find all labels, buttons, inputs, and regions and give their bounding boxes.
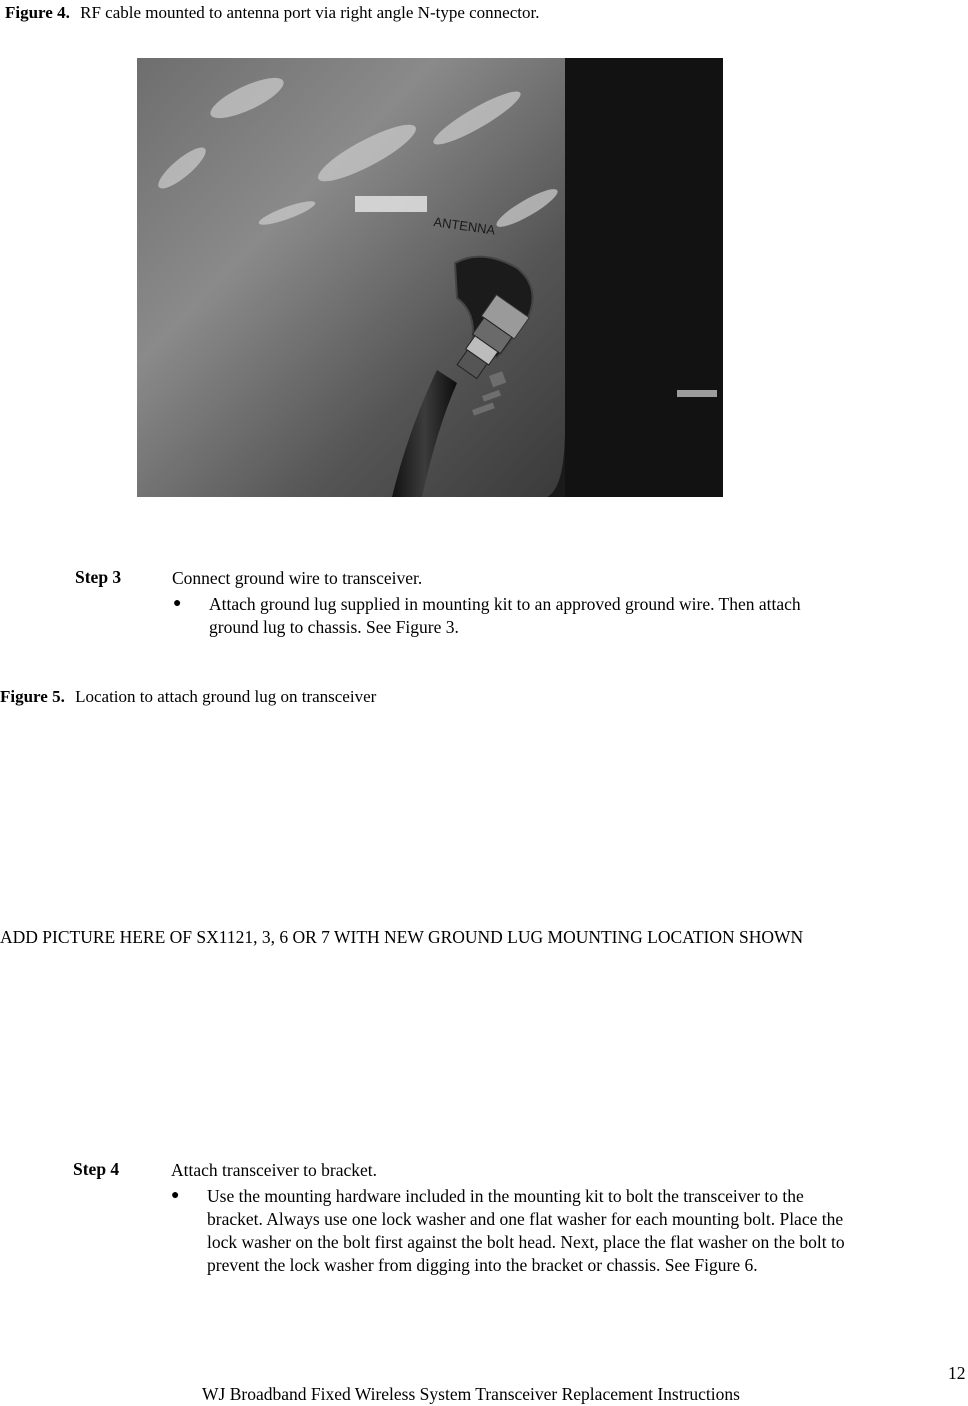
bullet-icon: ●	[171, 1188, 180, 1203]
figure-4-caption-text: RF cable mounted to antenna port via right angle N-type connector.	[80, 3, 540, 22]
figure-5-placeholder: ADD PICTURE HERE OF SX1121, 3, 6 OR 7 WITH NEW GROUND LUG MOUNTING LOCATION SHOWN	[0, 927, 804, 947]
label-plate	[355, 196, 427, 212]
figure-4-photo	[137, 58, 723, 497]
step-3-bullet-line-1: Attach ground lug supplied in mounting kit to an approved ground wire. Then attach	[209, 594, 801, 614]
bullet-icon: ●	[173, 596, 182, 611]
dark-chassis-edge	[565, 58, 723, 497]
step-3-bullet-line-2: ground lug to chassis. See Figure 3.	[209, 617, 459, 637]
step-4-bullet-line-2: bracket. Always use one lock washer and one flat washer for each mounting bolt. Place the	[207, 1209, 844, 1229]
figure-5-caption-text: Location to attach ground lug on transceiver	[75, 687, 377, 706]
figure-4-caption	[5, 3, 539, 23]
footer-title: WJ Broadband Fixed Wireless System Transceiver Replacement Instructions	[202, 1384, 740, 1404]
step-4-bullet-line-3: lock washer on the bolt first against the bolt head. Next, place the flat washer on the bolt to	[207, 1232, 845, 1252]
figure-4-label: Figure 4.	[5, 3, 70, 22]
reflection-mark	[677, 390, 717, 397]
step-3-title: Connect ground wire to transceiver.	[172, 568, 423, 588]
step-4-label: Step 4	[73, 1159, 120, 1179]
step-4-bullet-line-1: Use the mounting hardware included in the mounting kit to bolt the transceiver to the	[207, 1186, 804, 1206]
step-4-bullet-line-4: prevent the lock washer from digging into the bracket or chassis. See Figure 6.	[207, 1255, 758, 1275]
step-4-title: Attach transceiver to bracket.	[171, 1160, 378, 1180]
step-3-label: Step 3	[75, 567, 122, 587]
figure-5-label: Figure 5.	[0, 687, 65, 706]
antenna-port-label: ANTENNA	[432, 214, 497, 238]
figure-5-caption	[0, 687, 376, 707]
page-number: 12	[948, 1363, 966, 1383]
